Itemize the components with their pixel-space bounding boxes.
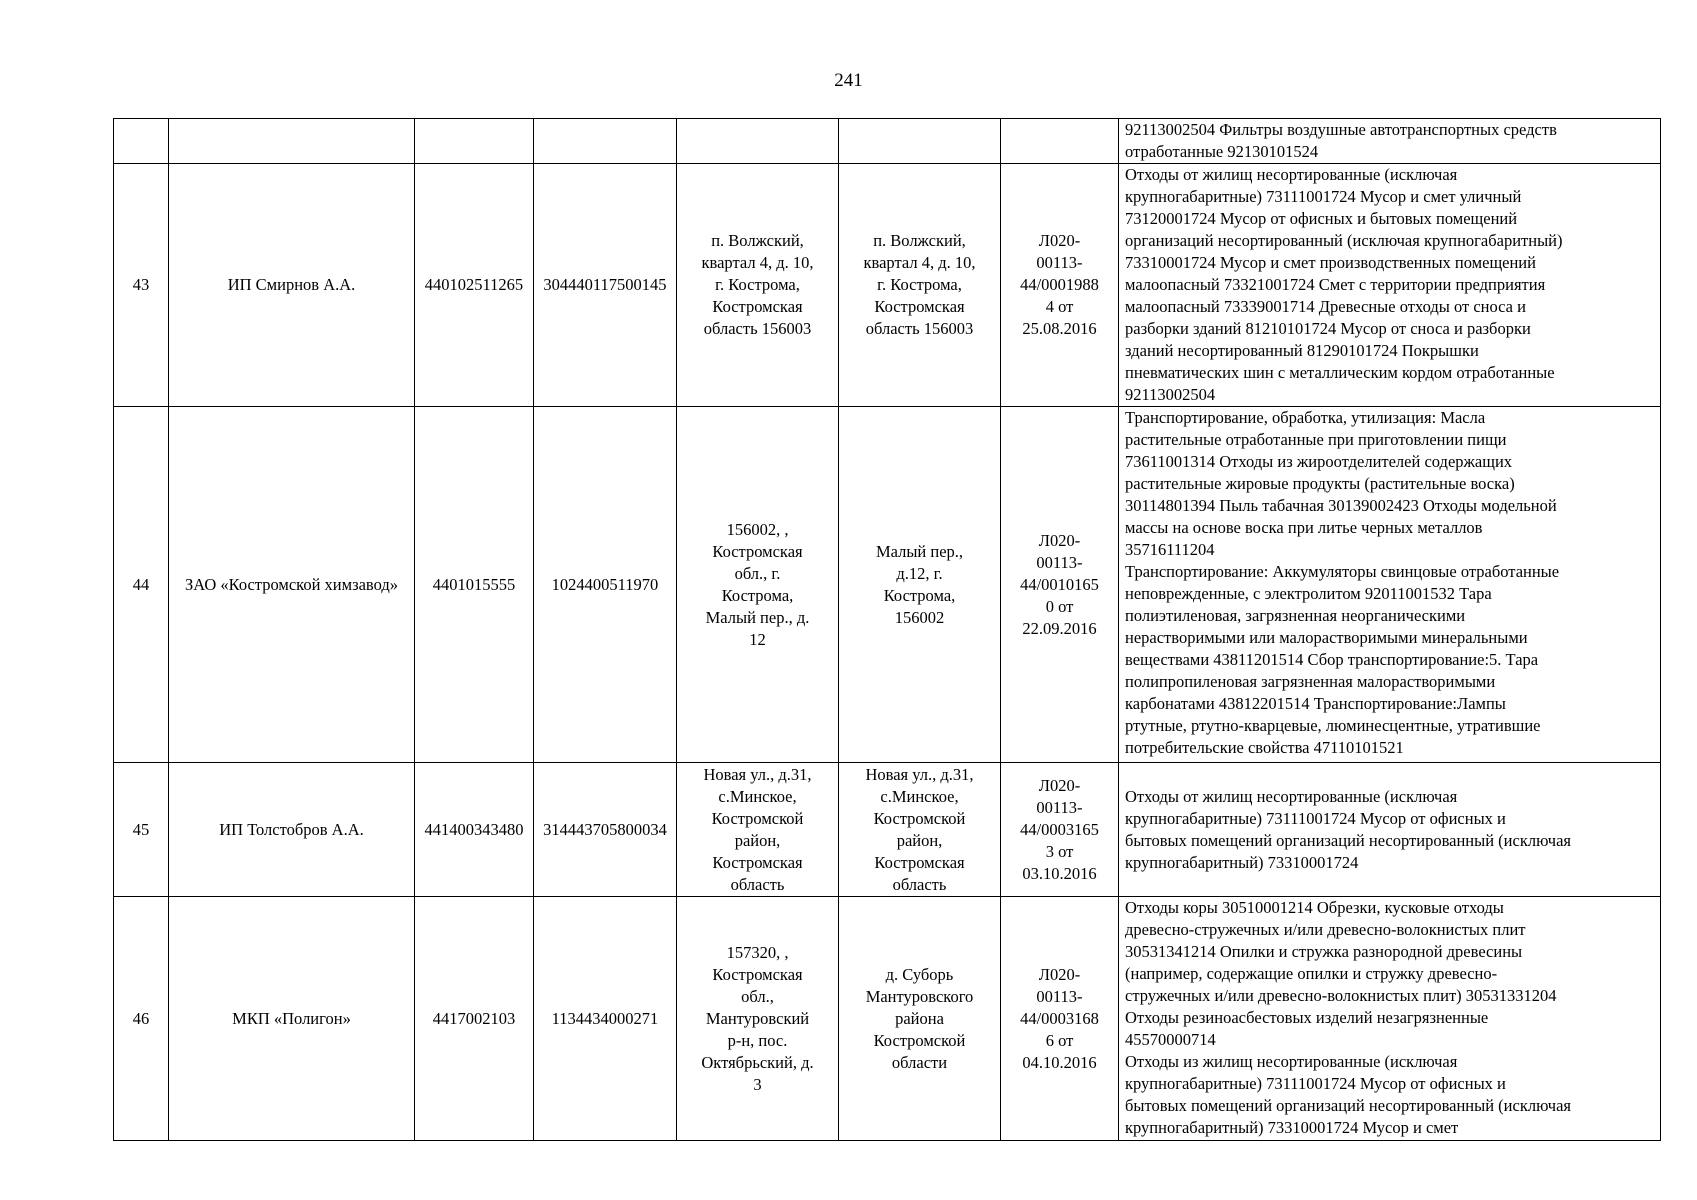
cell-line: 44/0003165 [1020,819,1099,839]
cell-line: Л020- [1038,775,1081,795]
cell-line: с.Минское, [880,786,959,806]
organization-name-cell [169,119,415,164]
license-cell [1001,164,1119,407]
cell-line: 25.08.2016 [1022,319,1097,338]
cell-line: 157320, , [726,942,789,962]
organization-name-cell: ИП Толстобров А.А. [169,763,415,897]
cell-line: растительные жировые продукты (растительные воска) [1125,474,1515,493]
row-number-cell: 43 [114,164,169,407]
waste-types-cell [1119,164,1661,407]
ogrn-cell [534,119,677,164]
cell-line: крупногабаритный) 73310001724 Мусор и смет [1125,1118,1459,1137]
cell-line: (например, содержащие опилки и стружку древесно- [1125,964,1498,983]
cell-line: д. Суборь [885,964,954,984]
cell-line: квартал 4, д. 10, [701,253,814,272]
waste-types-cell [1119,407,1661,763]
cell-line: крупногабаритный) 73310001724 [1125,852,1359,872]
cell-line: древесно-стружечных и/или древесно-волокнистых плит [1125,920,1526,939]
cell-line: неповрежденные, с электролитом 92011001532 Тара [1125,584,1492,603]
cell-line: 04.10.2016 [1022,1052,1097,1072]
license-cell [1001,763,1119,897]
cell-line: Отходы резиноасбестовых изделий незагрязненные [1125,1008,1489,1027]
cell-line: Отходы коры 30510001214 Обрезки, кусковые отходы [1125,898,1504,917]
row-number-cell: 44 [114,407,169,763]
cell-line: 00113- [1036,552,1083,572]
cell-line: 35716111204 [1125,540,1215,559]
cell-line: Костромская [874,297,965,316]
cell-line: 00113- [1036,253,1083,272]
cell-line: область [730,874,785,894]
cell-line: стружечных и/или древесно-волокнистых плит) 30531331204 [1125,986,1557,1005]
cell-line: 44/0001988 [1020,275,1099,294]
cell-line: организаций несортированный (исключая крупногабаритный) [1125,231,1563,250]
license-cell [1001,897,1119,1141]
cell-line: 0 от [1045,596,1074,616]
cell-line: Кострома, [721,585,794,605]
inn-cell: 441400343480 [415,763,534,897]
cell-line: 3 от [1045,841,1074,861]
cell-line: малоопасный 73339001714 Древесные отходы от сноса и [1125,297,1526,316]
cell-line: п. Волжский, [711,231,804,250]
cell-line: квартал 4, д. 10, [863,253,976,272]
cell-line: массы на основе воска при литье черных металлов [1125,518,1483,537]
cell-line: зданий несортированный 81290101724 Покрышки [1125,341,1479,360]
table-row [114,164,1661,407]
cell-line: д.12, г. [896,563,943,583]
cell-line: 30114801394 Пыль табачная 30139002423 Отходы модельной [1125,496,1557,515]
inn-cell: 4417002103 [415,897,534,1141]
cell-line: Л020- [1038,231,1081,250]
legal-address-cell [677,164,839,407]
row-number-cell [114,119,169,164]
cell-line: бытовых помещений организаций несортированный (исключая [1125,1096,1571,1115]
cell-line: карбонатами 43812201514 Транспортирование:Лампы [1125,694,1506,713]
activity-address-cell [839,897,1001,1141]
cell-line: Транспортирование, обработка, утилизация: Масла [1125,408,1486,427]
ogrn-cell: 1024400511970 [534,407,677,763]
cell-line: Костромской [711,808,804,828]
cell-line: Мантуровского [865,986,974,1006]
cell-line: Костромская [712,852,803,872]
activity-address-cell [839,407,1001,763]
cell-line: Новая ул., д.31, [865,764,974,784]
row-number-cell: 46 [114,897,169,1141]
cell-line: обл., г. [734,563,781,583]
cell-line: 44/0003168 [1020,1008,1099,1028]
license-cell [1001,407,1119,763]
license-cell [1001,119,1119,164]
cell-line: Малый пер., [875,541,964,561]
cell-line: пневматических шин с металлическим кордом отработанные [1125,363,1555,382]
cell-line: Костромской [873,1030,966,1050]
cell-line: разборки зданий 81210101724 Мусор от сноса и разборки [1125,319,1531,338]
cell-line: полиэтиленовая, загрязненная неорганическими [1125,606,1466,625]
legal-address-cell [677,119,839,164]
cell-line: область 156003 [865,319,974,338]
cell-line: малоопасный 73321001724 Смет с территории предприятия [1125,275,1546,294]
cell-line: 12 [749,629,766,649]
cell-line: района [895,1008,944,1028]
legal-address-cell [677,407,839,763]
table-row [114,763,1661,897]
cell-line: потребительские свойства 47110101521 [1125,738,1404,757]
legal-address-cell [677,897,839,1141]
cell-line: Октябрьский, д. [701,1052,814,1072]
cell-line: г. Кострома, [715,275,800,294]
cell-line: 6 от [1045,1030,1074,1050]
cell-line: 44/0010165 [1020,574,1099,594]
cell-line: 00113- [1036,797,1083,817]
cell-line: 45570000714 [1125,1030,1216,1049]
cell-line: Мантуровский [705,1008,810,1028]
cell-line: нерастворимыми или малорастворимыми минеральными [1125,628,1528,647]
cell-line: крупногабаритные) 73111001724 Мусор и смет уличный [1125,187,1522,206]
cell-line: Отходы от жилищ несортированные (исключая [1125,165,1458,184]
cell-line: Л020- [1038,964,1081,984]
cell-line: ртутные, ртутно-кварцевые, люминесцентные, утратившие [1125,716,1541,735]
cell-line: обл., [741,986,774,1006]
cell-line: Костромская [874,852,965,872]
inn-cell [415,119,534,164]
organization-name-cell: ИП Смирнов А.А. [169,164,415,407]
table-row [114,119,1661,164]
activity-address-cell [839,119,1001,164]
waste-types-cell [1119,763,1661,897]
cell-line: 30531341214 Опилки и стружка разнородной древесины [1125,942,1523,961]
cell-line: 03.10.2016 [1022,863,1097,883]
cell-line: Л020- [1038,530,1081,550]
cell-line: Отходы из жилищ несортированные (исключая [1125,1052,1458,1071]
cell-line: 73120001724 Мусор от офисных и бытовых помещений [1125,209,1518,228]
ogrn-cell: 304440117500145 [534,164,677,407]
cell-line: п. Волжский, [873,231,966,250]
licensee-register-table [113,118,1661,1141]
cell-line: Транспортирование: Аккумуляторы свинцовые отработанные [1125,562,1560,581]
table-row [114,407,1661,763]
waste-types-cell [1119,897,1661,1141]
cell-line: 3 [753,1074,762,1094]
cell-line: 156002, , [726,519,789,539]
ogrn-cell: 314443705800034 [534,763,677,897]
cell-line: 00113- [1036,986,1083,1006]
cell-line: 156002 [894,607,945,627]
legal-address-cell [677,763,839,897]
ogrn-cell: 1134434000271 [534,897,677,1141]
cell-line: отработанные 92130101524 [1125,142,1319,161]
cell-line: Костромская [712,964,803,984]
cell-line: 92113002504 [1125,385,1216,404]
cell-line: Малый пер., д. [705,607,810,627]
register-body [114,119,1661,1141]
cell-line: Костромской [873,808,966,828]
organization-name-cell: МКП «Полигон» [169,897,415,1141]
table-row [114,897,1661,1141]
row-number-cell: 45 [114,763,169,897]
activity-address-cell [839,763,1001,897]
cell-line: область 156003 [703,319,812,338]
cell-line: р-н, пос. [727,1030,788,1050]
activity-address-cell [839,164,1001,407]
cell-line: с.Минское, [718,786,797,806]
inn-cell: 440102511265 [415,164,534,407]
page-number: 241 [834,70,863,91]
cell-line: крупногабаритные) 73111001724 Мусор от офисных и [1125,808,1506,828]
inn-cell: 4401015555 [415,407,534,763]
cell-line: полипропиленовая загрязненная малорастворимыми [1125,672,1496,691]
cell-line: район, [896,830,943,850]
cell-line: 22.09.2016 [1022,618,1097,638]
cell-line: 73611001314 Отходы из жироотделителей содержащих [1125,452,1513,471]
cell-line: Костромская [712,541,803,561]
cell-line: район, [734,830,781,850]
cell-line: области [891,1052,948,1072]
cell-line: г. Кострома, [877,275,962,294]
cell-line: Костромская [712,297,803,316]
cell-line: крупногабаритные) 73111001724 Мусор от офисных и [1125,1074,1506,1093]
cell-line: 92113002504 Фильтры воздушные автотранспортных средств [1125,120,1557,139]
cell-line: Новая ул., д.31, [703,764,812,784]
cell-line: Кострома, [883,585,956,605]
cell-line: Отходы от жилищ несортированные (исключая [1125,786,1458,806]
cell-line: растительные отработанные при приготовлении пищи [1125,430,1507,449]
cell-line: область [892,874,947,894]
cell-line: бытовых помещений организаций несортированный (исключая [1125,830,1571,850]
cell-line: веществами 43811201514 Сбор транспортирование:5. Тара [1125,650,1539,669]
cell-line: 73310001724 Мусор и смет производственных помещений [1125,253,1536,272]
waste-types-cell [1119,119,1661,164]
organization-name-cell: ЗАО «Костромской химзавод» [169,407,415,763]
cell-line: 4 от [1045,297,1074,316]
